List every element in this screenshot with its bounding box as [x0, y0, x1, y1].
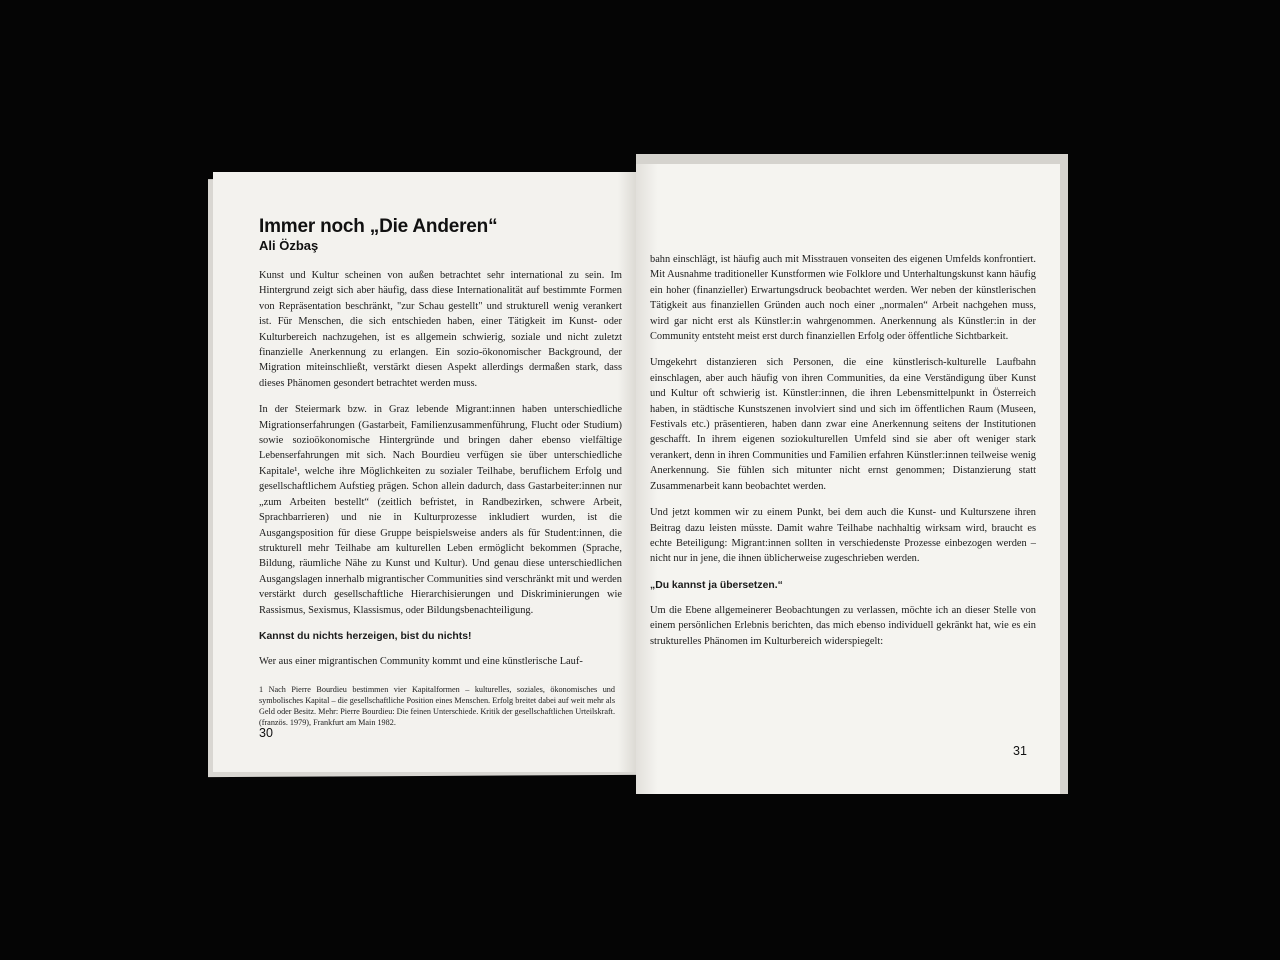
page-number: 31 [1013, 744, 1027, 758]
paragraph: Wer aus einer migrantischen Community kommt und eine künstlerische Lauf- [259, 655, 583, 667]
article-author: Ali Özbaş [259, 238, 319, 253]
paragraph: Kunst und Kultur scheinen von außen betrachtet sehr international zu sein. Im Hintergrund zeigt sich aber häufig, dass diese Internationalität auf bestimmte Formen von Repräsentation beschränkt, "zur Schau gestellt" und strukturell wenig verankert ist. Für Menschen, die sich entschieden haben, einer Tätigkeit im Kunst- oder Kulturbereich nachzugehen, ist es allgemein schwierig, soziale und nicht zuletzt finanzielle Anerkennung zu erlangen. Ein sozio-ökonomischer Background, der Migration miteinschließt, verstärkt diesen Aspekt allerdings dermaßen stark, dass dieses Phänomen gesondert betrachtet werden muss. [259, 270, 622, 389]
paragraph: Um die Ebene allgemeinerer Beobachtungen zu verlassen, möchte ich an dieser Stelle von einem persönlichen Erlebnis berichten, das mich ebenso individuell gekränkt hat, wie es ein strukturelles Phänomen im Kulturbereich widerspiegelt: [650, 604, 1036, 647]
paragraph: Umgekehrt distanzieren sich Personen, die eine künstlerisch-kulturelle Laufbahn einschlagen, aber auch häufig von ihren Communities, da eine Verständigung über Kunst und Kultur oft schwierig ist. Künstler:innen, die ihren Lebensmittelpunkt in Österreich haben, in städtische Kunstszenen involviert sind und sich im öffentlichen Raum (Museen, Festivals etc.) präsentieren, haben dann zwar eine Anerkennung seitens der Institutionen geschafft. In ihrem eigenen soziokulturellen Umfeld sind sie aber oft weniger stark verankert, denn in ihren Communities und Familien erfahren Künstler:innen teilweise wenig Anerkennung. Sie fühlen sich mitunter nicht ernst genommen; Distanzierung statt Zusammenarbeit kann beobachtet werden. [650, 357, 1036, 492]
section-heading: Kannst du nichts herzeigen, bist du nichts! [259, 630, 472, 642]
page-number: 30 [259, 726, 273, 740]
paragraph: bahn einschlägt, ist häufig auch mit Misstrauen vonseiten des eigenen Umfelds konfrontiert. Mit Ausnahme traditioneller Kunstformen wie Folklore und Unterhaltungskunst kann häufig ein hoher (finanzieller) Erwartungsdruck beobachtet werden. Wer neben der künstlerischen Tätigkeit aus finanziellen Gründen auch noch einer „normalen“ Arbeit nachgehen muss, wird gar nicht erst als Künstler:in wahrgenommen. Anerkennung als Künstler:in in der Community entsteht meist erst durch finanziellen Erfolg oder öffentliche Sichtbarkeit. [650, 254, 1036, 343]
paragraph: Und jetzt kommen wir zu einem Punkt, bei dem auch die Kunst- und Kulturszene ihren Beitrag dazu leisten müsste. Damit wahre Teilhabe nachhaltig wirksam wird, braucht es echte Beteiligung: Migrant:innen sollten in verschiedenste Prozesse einbezogen werden – nicht nur in jene, die ihnen üblicherweise zugeschrieben werden. [650, 507, 1036, 565]
footnote: 1 Nach Pierre Bourdieu bestimmen vier Kapitalformen – kulturelles, soziales, ökonomisches und symbolisches Kapital – die gesellschaftliche Position eines Menschen. Erfolg breitet dabei auf weit mehr als Geld oder Besitz. Mehr: Pierre Bourdieu: Die feinen Unterschiede. Kritik der gesellschaftlichen Urteilskraft. (französ. 1979), Frankfurt am Main 1982. [259, 685, 615, 727]
section-heading: „Du kannst ja übersetzen.“ [650, 579, 783, 591]
left-page [213, 172, 636, 772]
paragraph: In der Steiermark bzw. in Graz lebende Migrant:innen haben unterschiedliche Migrationserfahrungen (Gastarbeit, Familienzusammenführung, Flucht oder Studium) sowie sozioökonomische Hintergründe und bringen daher ebenso vielfältige Lebenserfahrungen mit sich. Nach Bourdieu verfügen sie über unterschiedliche Kapitale¹, welche ihre Möglichkeiten zu sozialer Teilhabe, beruflichem Erfolg und gesellschaftlichem Aufstieg prägen. Schon allein dadurch, dass Gastarbeiter:innen nur „zum Arbeiten bestellt“ (zeitlich befristet, in Randbezirken, schwere Arbeit, Sprachbarrieren) und nie in Kulturprozesse inkludiert wurden, ist die Ausgangsposition für diese Gruppe beispielsweise anders als für Student:innen, die strukturell mehr Teilhabe am kulturellen Leben ermöglicht bekommen (Sprache, Bildung, räumliche Nähe zu Kunst und Kultur). Und genau diese unterschiedlichen Ausgangslagen innerhalb migrantischer Communities sind verschränkt mit und werden verstärkt durch gesellschaftliche Hierarchisierungen und Diskriminierungen wie Rassismus, Sexismus, Klassismus, oder Bildungsbenachteiligung. [259, 404, 622, 616]
right-page [636, 164, 1060, 794]
article-title: Immer noch „Die Anderen“ [259, 216, 498, 237]
